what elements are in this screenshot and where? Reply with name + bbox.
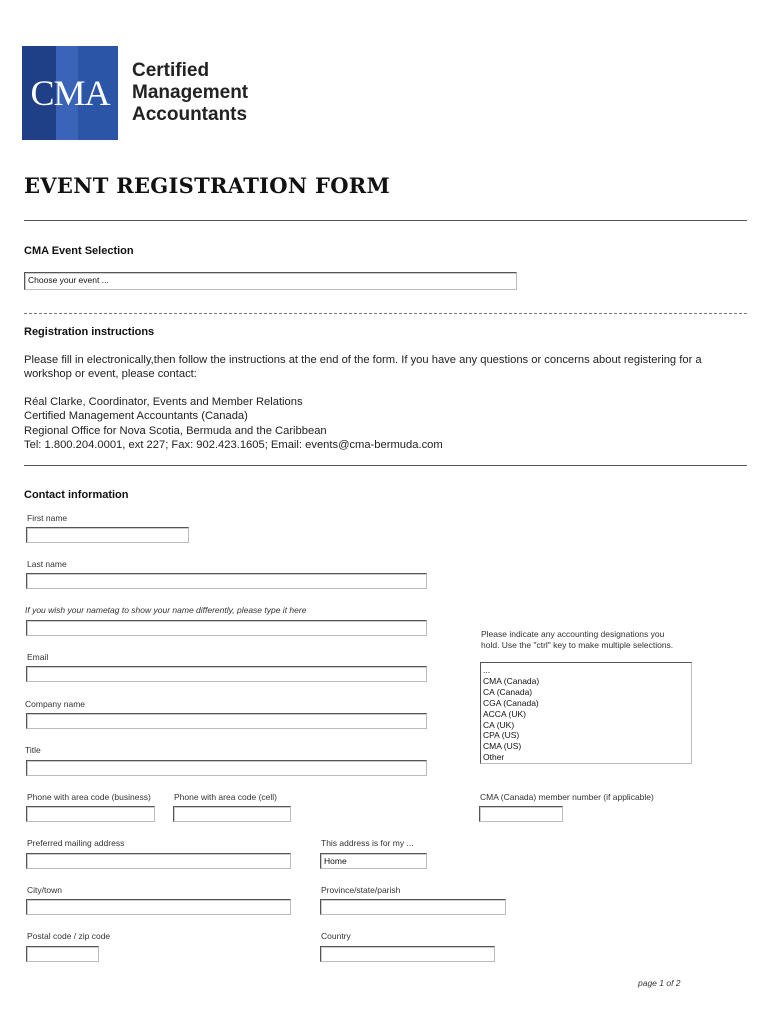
phone-business-input[interactable] (26, 806, 155, 822)
mailing-address-input[interactable] (26, 853, 291, 869)
logo-line-2: Management (132, 82, 249, 103)
company-input[interactable] (26, 713, 427, 729)
contact-line: Réal Clarke, Coordinator, Events and Member Relations (24, 396, 303, 408)
phone-cell-input[interactable] (173, 806, 291, 822)
event-select[interactable]: Choose your event ... (24, 272, 517, 290)
nametag-label: If you wish your nametag to show your name differently, please type it here (25, 605, 307, 615)
designation-option[interactable]: CPA (US) (483, 730, 520, 741)
instructions-line-2: workshop or event, please contact: (24, 368, 197, 381)
email-label: Email (27, 652, 49, 662)
country-input[interactable] (320, 946, 495, 962)
address-for-select[interactable]: Home (320, 853, 427, 869)
designation-option[interactable]: CA (Canada) (483, 686, 533, 697)
postal-code-label: Postal code / zip code (27, 931, 111, 941)
designation-option[interactable]: CA (UK) (483, 719, 515, 730)
designation-option[interactable]: ... (483, 665, 491, 675)
designations-instruction-line-2: hold. Use the "ctrl" key to make multiple selections. (481, 640, 674, 650)
designation-option[interactable]: CMA (US) (483, 741, 522, 752)
company-label: Company name (25, 699, 86, 709)
page-indicator: page 1 of 2 (638, 978, 681, 988)
instructions-paragraph (24, 353, 744, 382)
cma-logo (22, 46, 118, 140)
instructions-line-1: Please fill in electronically,then follow the instructions at the end of the form. If you have any questions or concerns about registering for a (24, 354, 702, 366)
province-input[interactable] (320, 899, 506, 915)
last-name-label: Last name (27, 559, 67, 569)
title-label: Title (25, 745, 41, 755)
title-divider (24, 220, 747, 221)
province-label: Province/state/parish (321, 885, 401, 895)
email-input[interactable] (26, 666, 427, 682)
contact-details (24, 395, 744, 452)
form-title: EVENT REGISTRATION FORM (24, 173, 391, 198)
logo-line-3: Accountants (132, 104, 248, 125)
designation-option[interactable]: CGA (Canada) (483, 697, 539, 708)
mailing-address-label: Preferred mailing address (27, 838, 125, 848)
phone-business-label: Phone with area code (business) (27, 792, 151, 802)
contact-line: Regional Office for Nova Scotia, Bermuda and the Caribbean (24, 424, 327, 437)
phone-cell-label: Phone with area code (cell) (174, 792, 278, 802)
first-name-input[interactable] (26, 527, 189, 543)
nametag-input[interactable] (26, 620, 427, 636)
logo-line-1: Certified (132, 60, 210, 81)
event-divider (24, 313, 747, 314)
contact-heading: Contact information (24, 489, 129, 501)
city-label: City/town (27, 885, 62, 895)
designations-instruction-line-1: Please indicate any accounting designations you (481, 629, 665, 639)
address-for-label: This address is for my ... (321, 838, 414, 848)
contact-line: Certified Management Accountants (Canada) (24, 410, 248, 423)
contact-line: Tel: 1.800.204.0001, ext 227; Fax: 902.423.1605; Email: events@cma-bermuda.com (24, 438, 443, 451)
city-input[interactable] (26, 899, 291, 915)
designations-listbox[interactable] (480, 662, 692, 764)
designation-option[interactable]: Other (483, 752, 505, 763)
logo-wordmark (132, 60, 248, 126)
country-label: Country (321, 931, 351, 941)
last-name-input[interactable] (26, 573, 427, 589)
member-number-input[interactable] (479, 806, 563, 822)
designation-option[interactable]: ACCA (UK) (483, 708, 526, 719)
instructions-heading: Registration instructions (24, 326, 155, 338)
designations-instructions (481, 629, 673, 651)
first-name-label: First name (27, 513, 68, 523)
instructions-divider (24, 465, 747, 466)
designation-option[interactable]: CMA (Canada) (483, 675, 540, 686)
title-input[interactable] (26, 760, 427, 776)
member-number-label: CMA (Canada) member number (if applicable) (480, 792, 654, 802)
event-selection-heading: CMA Event Selection (24, 245, 134, 257)
logo-abbreviation: CMA (30, 73, 110, 113)
postal-code-input[interactable] (26, 946, 99, 962)
